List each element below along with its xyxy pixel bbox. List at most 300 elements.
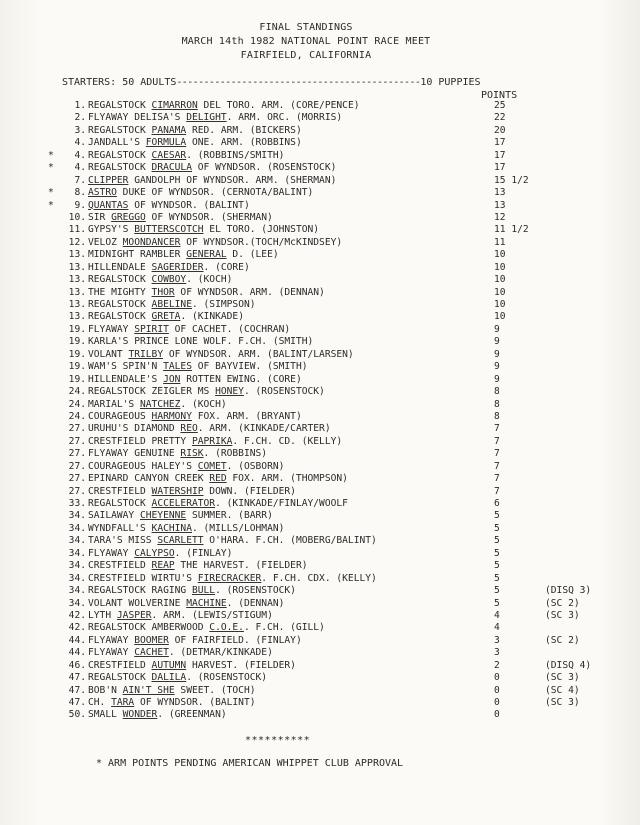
- dog-name-prefix: VELOZ: [88, 236, 123, 248]
- dog-entry: [88, 324, 290, 335]
- dog-call-name: BOOMER: [134, 634, 169, 646]
- points-value: 8: [494, 398, 500, 410]
- dog-call-name: PANAMA: [151, 124, 187, 136]
- standing-row: [40, 112, 630, 124]
- standing-row: [40, 361, 630, 373]
- placement: 19.: [68, 361, 86, 373]
- standing-row: [40, 212, 630, 224]
- document-subtitle: MARCH 14th 1982 NATIONAL POINT RACE MEET: [181, 36, 431, 47]
- points-value: 0: [494, 672, 500, 684]
- dog-entry: [88, 498, 348, 509]
- placement: 47.: [68, 672, 86, 684]
- dog-call-name: KACHINA: [151, 522, 192, 534]
- status-note: (DISQ 4): [545, 659, 592, 671]
- placement: 33.: [68, 498, 86, 509]
- dog-name-suffix: FOX. ARM. (THOMPSON): [226, 473, 348, 485]
- dog-name-suffix: O'HARA. F.CH. (MOBERG/BALINT): [203, 535, 377, 547]
- arm-points-marker: *: [48, 199, 54, 211]
- dog-call-name: MACHINE: [186, 597, 227, 609]
- standing-row: [40, 585, 630, 597]
- points-value: 5: [494, 585, 500, 597]
- dog-name-suffix: . ARM. (KINKADE/CARTER): [197, 423, 331, 435]
- dog-call-name: ASTRO: [88, 187, 117, 199]
- arm-points-marker: *: [48, 149, 54, 161]
- dog-name-prefix: BOB'N: [88, 684, 123, 696]
- dog-entry: [88, 610, 273, 621]
- standing-row: [40, 386, 630, 398]
- dog-call-name: CALYPSO: [134, 547, 175, 559]
- standing-row: [40, 510, 630, 522]
- standing-row: [40, 299, 630, 311]
- points-value: 0: [494, 684, 500, 696]
- dog-name-prefix: REGALSTOCK RAGING: [88, 585, 192, 597]
- status-note: (SC 4): [545, 684, 580, 696]
- dog-name-prefix: CRESTFIELD PRETTY: [88, 435, 192, 447]
- standing-row: [40, 448, 630, 460]
- dog-entry: [88, 274, 232, 285]
- dog-call-name: COMET: [197, 460, 227, 472]
- separator-stars: **********: [245, 735, 311, 746]
- dog-name-prefix: REGALSTOCK: [88, 498, 152, 509]
- dog-entry: [88, 685, 256, 696]
- standing-row: [40, 175, 630, 187]
- dog-name-suffix: . ARM. (LEWIS/STIGUM): [151, 609, 273, 621]
- dog-call-name: NATCHEZ: [139, 398, 181, 410]
- points-value: 10: [494, 274, 506, 286]
- dog-name-suffix: EL TORO. (JOHNSTON): [203, 224, 320, 236]
- dog-name-suffix: OF BAYVIEW. (SMITH): [191, 361, 308, 373]
- points-value: 0: [494, 697, 500, 708]
- dog-call-name: C.O.E.: [209, 622, 244, 634]
- placement: 13.: [68, 249, 86, 261]
- placement: 13.: [68, 261, 86, 273]
- dog-name-suffix: . (ROBBINS/SMITH): [186, 149, 285, 161]
- points-value: 8: [494, 386, 500, 398]
- dog-name-suffix: DEL TORO. ARM. (CORE/PENCE): [197, 100, 360, 111]
- dog-name-prefix: URUHU'S DIAMOND: [88, 423, 181, 435]
- starters-puppies: 10 PUPPIES: [420, 77, 481, 88]
- points-value: 5: [494, 597, 500, 609]
- points-value: 5: [494, 535, 500, 547]
- placement: 10.: [68, 211, 86, 223]
- placement: 9.: [74, 199, 86, 211]
- dog-name-prefix: REGALSTOCK: [88, 274, 152, 286]
- dog-entry: [88, 212, 273, 223]
- dog-name-prefix: THE MIGHTY: [88, 286, 152, 298]
- standing-row: [40, 697, 630, 709]
- placement: 27.: [68, 423, 86, 435]
- placement: 19.: [68, 348, 86, 360]
- dog-name-suffix: . (ROSENSTOCK): [243, 386, 325, 398]
- standing-row: [40, 473, 630, 485]
- dog-name-prefix: FLYAWAY GENUINE: [88, 448, 181, 460]
- dog-name-prefix: REGALSTOCK: [88, 311, 152, 323]
- points-value: 11: [494, 236, 506, 248]
- placement: 24.: [68, 398, 86, 410]
- placement: 24.: [68, 410, 86, 422]
- dog-name-prefix: JANDALL'S: [88, 137, 146, 149]
- dog-name-prefix: SIR: [88, 211, 112, 223]
- dog-name-prefix: REGALSTOCK: [88, 149, 152, 161]
- placement: 1.: [74, 100, 86, 111]
- points-value: 22: [494, 112, 506, 124]
- points-value: 5: [494, 572, 500, 584]
- status-note: (SC 3): [545, 697, 580, 708]
- dog-entry: [88, 448, 267, 459]
- dog-call-name: TRILBY: [128, 348, 164, 360]
- standing-row: [40, 187, 630, 199]
- standing-row: [40, 672, 630, 684]
- dog-entry: [88, 100, 360, 111]
- placement: 47.: [68, 697, 86, 708]
- standing-row: [40, 336, 630, 348]
- dog-call-name: THOR: [151, 286, 175, 298]
- dog-entry: [88, 573, 377, 584]
- dog-name-suffix: FOX. ARM. (BRYANT): [191, 410, 302, 422]
- dog-call-name: PAPRIKA: [191, 435, 233, 447]
- points-value: 6: [494, 498, 500, 509]
- dog-name-suffix: RED. ARM. (BICKERS): [186, 124, 302, 136]
- points-value: 13: [494, 187, 506, 199]
- dog-entry: [88, 162, 336, 173]
- placement: 13.: [68, 274, 86, 286]
- dog-name-suffix: . (KINKADE/FINLAY/WOOLF: [215, 498, 348, 509]
- dog-name-prefix: REGALSTOCK: [88, 672, 152, 684]
- dog-name-suffix: GANDOLPH OF WYNDSOR. ARM. (SHERMAN): [128, 174, 337, 186]
- placement: 34.: [68, 522, 86, 534]
- placement: 7.: [74, 174, 86, 186]
- dog-name-suffix: DOWN. (FIELDER): [203, 485, 296, 497]
- standing-row: [40, 311, 630, 323]
- dog-call-name: MOONDANCER: [122, 236, 181, 248]
- dog-call-name: DALILA: [151, 672, 187, 684]
- placement: 24.: [68, 386, 86, 398]
- standing-row: [40, 137, 630, 149]
- points-value: 7: [494, 448, 500, 460]
- standing-row: [40, 535, 630, 547]
- dog-call-name: JASPER: [116, 609, 152, 621]
- dog-name-prefix: REGALSTOCK AMBERWOOD: [88, 622, 210, 634]
- dog-name-prefix: MIDNIGHT RAMBLER: [88, 249, 187, 261]
- standing-row: [40, 598, 630, 610]
- points-value: 10: [494, 261, 506, 273]
- placement: 34.: [68, 510, 86, 522]
- dog-name-suffix: OF WYNDSOR. ARM. (DENNAN): [174, 286, 325, 298]
- dog-name-prefix: COURAGEOUS: [88, 410, 152, 422]
- points-value: 9: [494, 373, 500, 385]
- dog-entry: [88, 585, 296, 596]
- dog-name-suffix: . F.CH. (GILL): [243, 622, 325, 634]
- dog-name-suffix: . (FINLAY): [174, 547, 233, 559]
- points-value: 13: [494, 199, 506, 211]
- standing-row: [40, 436, 630, 448]
- dog-name-prefix: REGALSTOCK: [88, 299, 152, 310]
- dog-entry: [88, 436, 342, 447]
- standing-row: [40, 685, 630, 697]
- dog-entry: [88, 112, 342, 123]
- dog-entry: [88, 175, 336, 186]
- placement: 4.: [74, 137, 86, 149]
- dog-name-prefix: SMALL: [88, 709, 123, 721]
- dog-entry: [88, 548, 232, 559]
- dog-name-prefix: COURAGEOUS HALEY'S: [88, 460, 198, 472]
- dog-name-suffix: OF FAIRFIELD. (FINLAY): [168, 634, 302, 646]
- placement: 27.: [68, 435, 86, 447]
- dog-name-prefix: HILLENDALE'S: [88, 373, 164, 385]
- dog-name-prefix: REGALSTOCK: [88, 162, 152, 174]
- standing-row: [40, 100, 630, 112]
- arm-points-marker: *: [48, 187, 54, 199]
- points-value: 5: [494, 510, 500, 522]
- points-column-header: POINTS: [481, 90, 518, 101]
- placement: 34.: [68, 535, 86, 547]
- points-value: 9: [494, 336, 500, 348]
- standing-row: [40, 498, 630, 510]
- standing-row: [40, 560, 630, 572]
- dog-call-name: RED: [209, 473, 227, 485]
- points-value: 7: [494, 485, 500, 497]
- dog-entry: [88, 137, 302, 148]
- standing-row: [40, 399, 630, 411]
- dog-entry: [88, 237, 342, 248]
- dog-name-suffix: HARVEST. (FIELDER): [186, 659, 296, 671]
- dog-entry: [88, 486, 296, 497]
- dog-entry: [88, 709, 227, 720]
- dog-name-suffix: . (DENNAN): [226, 597, 285, 609]
- standing-row: [40, 610, 630, 622]
- dog-name-prefix: FLYAWAY: [88, 547, 135, 559]
- dog-name-prefix: REGALSTOCK: [88, 100, 152, 111]
- standing-row: [40, 622, 630, 634]
- dog-name-suffix: OF WYNDSOR.(TOCH/McKINDSEY): [180, 236, 343, 248]
- points-value: 12: [494, 211, 506, 223]
- starters-adults: STARTERS: 50 ADULTS: [62, 77, 177, 88]
- dog-name-suffix: . (SIMPSON): [191, 299, 256, 310]
- starters-dashes: ---------------------------------------------: [176, 77, 421, 88]
- dog-call-name: ACCELERATOR: [151, 498, 216, 509]
- dog-name-suffix: SUMMER. (BARR): [186, 510, 273, 522]
- standing-row: [40, 150, 630, 162]
- placement: 12.: [68, 236, 86, 248]
- dog-name-prefix: FLYAWAY: [88, 323, 135, 335]
- dog-name-prefix: SAILAWAY: [88, 510, 140, 522]
- dog-name-suffix: . (ROBBINS): [203, 448, 268, 460]
- dog-call-name: TARA: [111, 697, 135, 708]
- dog-entry: [88, 349, 354, 360]
- points-value: 5: [494, 522, 500, 534]
- points-value: 0: [494, 709, 500, 721]
- dog-name-suffix: . (KOCH): [180, 398, 227, 410]
- dog-entry: [88, 399, 227, 410]
- dog-name-prefix: REGALSTOCK: [88, 124, 152, 136]
- dog-entry: [88, 523, 284, 534]
- dog-name-prefix: TARA'S MISS: [88, 535, 158, 547]
- placement: 34.: [68, 547, 86, 559]
- points-value: 25: [494, 100, 506, 111]
- placement: 27.: [68, 485, 86, 497]
- dog-call-name: SCARLETT: [157, 535, 204, 547]
- placement: 34.: [68, 597, 86, 609]
- dog-entry: [88, 336, 313, 347]
- dog-name-prefix: CRESTFIELD WIRTU'S: [88, 572, 198, 584]
- status-note: (SC 2): [545, 634, 580, 646]
- placement: 8.: [74, 187, 86, 199]
- dog-entry: [88, 647, 273, 658]
- dog-call-name: GREGGO: [111, 211, 146, 223]
- dog-entry: [88, 560, 308, 571]
- placement: 11.: [68, 224, 86, 236]
- standing-row: [40, 486, 630, 498]
- placement: 27.: [68, 460, 86, 472]
- standing-row: [40, 523, 630, 535]
- placement: 42.: [68, 622, 86, 634]
- dog-name-suffix: OF WYNDSOR. (SHERMAN): [145, 211, 273, 223]
- points-value: 3: [494, 647, 500, 659]
- dog-entry: [88, 510, 273, 521]
- placement: 13.: [68, 286, 86, 298]
- standing-row: [40, 200, 630, 212]
- placement: 34.: [68, 560, 86, 572]
- dog-name-prefix: FLYAWAY: [88, 647, 135, 659]
- dog-name-prefix: MARIAL'S: [88, 398, 140, 410]
- dog-call-name: WONDER: [122, 709, 158, 721]
- dog-name-prefix: REGALSTOCK ZEIGLER MS: [88, 386, 216, 398]
- placement: 13.: [68, 311, 86, 323]
- document-location: FAIRFIELD, CALIFORNIA: [240, 50, 372, 61]
- dog-entry: [88, 311, 244, 322]
- placement: 19.: [68, 373, 86, 385]
- dog-call-name: HONEY: [215, 386, 244, 398]
- points-value: 4: [494, 609, 500, 621]
- dog-call-name: FIRECRACKER: [197, 572, 262, 584]
- points-value: 17: [494, 149, 506, 161]
- dog-name-suffix: OF WYNDSOR. (BALINT): [134, 697, 256, 708]
- standing-row: [40, 647, 630, 659]
- dog-entry: [88, 224, 319, 235]
- points-value: 17: [494, 137, 506, 149]
- dog-call-name: CLIPPER: [88, 174, 129, 186]
- dog-name-prefix: EPINARD CANYON CREEK: [88, 473, 210, 485]
- standing-row: [40, 349, 630, 361]
- dog-name-prefix: GYPSY'S: [88, 224, 135, 236]
- dog-call-name: AIN'T SHE: [122, 684, 175, 696]
- placement: 44.: [68, 647, 86, 659]
- standing-row: [40, 548, 630, 560]
- standing-row: [40, 274, 630, 286]
- points-value: 2: [494, 659, 500, 671]
- arm-points-marker: *: [48, 162, 54, 174]
- points-value: 10: [494, 299, 506, 310]
- standing-row: [40, 324, 630, 336]
- dog-entry: [88, 150, 284, 161]
- points-value: 7: [494, 473, 500, 485]
- dog-call-name: WATERSHIP: [151, 485, 204, 497]
- placement: 4.: [74, 149, 86, 161]
- dog-name-suffix: . ARM. ORC. (MORRIS): [226, 112, 343, 124]
- placement: 44.: [68, 634, 86, 646]
- standing-row: [40, 224, 630, 236]
- dog-entry: [88, 535, 377, 546]
- points-value: 9: [494, 348, 500, 360]
- dog-call-name: BULL: [191, 585, 216, 597]
- standing-row: [40, 249, 630, 261]
- points-value: 7: [494, 435, 500, 447]
- dog-entry: [88, 125, 302, 136]
- points-value: 7: [494, 460, 500, 472]
- dog-entry: [88, 473, 348, 484]
- dog-name-prefix: HILLENDALE: [88, 261, 152, 273]
- dog-call-name: DRACULA: [151, 162, 192, 174]
- dog-call-name: COWBOY: [151, 274, 187, 286]
- standing-row: [40, 635, 630, 647]
- placement: 27.: [68, 448, 86, 460]
- placement: 19.: [68, 336, 86, 348]
- points-value: 7: [494, 423, 500, 435]
- dog-entry: [88, 200, 250, 211]
- dog-call-name: JON: [163, 373, 181, 385]
- dog-entry: [88, 635, 302, 646]
- dog-entry: [88, 423, 331, 434]
- footnote: * ARM POINTS PENDING AMERICAN WHIPPET CLUB APPROVAL: [96, 758, 404, 769]
- standing-row: [40, 237, 630, 249]
- dog-call-name: SPIRIT: [134, 323, 169, 335]
- dog-name-prefix: FLYAWAY: [88, 634, 135, 646]
- dog-name-suffix: . (MILLS/LOHMAN): [191, 522, 285, 534]
- dog-name-suffix: OF CACHET. (COCHRAN): [168, 323, 291, 335]
- dog-call-name: BUTTERSCOTCH: [134, 224, 204, 236]
- dog-call-name: FORMULA: [145, 137, 187, 149]
- dog-name-prefix: VOLANT WOLVERINE: [88, 597, 187, 609]
- points-value: 8: [494, 410, 500, 422]
- points-value: 5: [494, 560, 500, 572]
- points-value: 5: [494, 547, 500, 559]
- points-value: 10: [494, 286, 506, 298]
- standing-row: [40, 374, 630, 386]
- dog-name-suffix: OF WYNDSOR. (ROSENSTOCK): [191, 162, 337, 174]
- standing-row: [40, 162, 630, 174]
- dog-name-suffix: . (ROSENSTOCK): [215, 585, 296, 597]
- standing-row: [40, 411, 630, 423]
- dog-call-name: CIMARRON: [151, 100, 198, 111]
- document-title: FINAL STANDINGS: [259, 22, 353, 33]
- dog-call-name: HARMONY: [151, 410, 192, 422]
- standings-list: [40, 100, 630, 722]
- dog-name-prefix: CH.: [88, 697, 112, 708]
- dog-call-name: CHEYENNE: [139, 510, 187, 522]
- dog-name-suffix: . (OSBORN): [226, 460, 285, 472]
- dog-entry: [88, 299, 256, 310]
- dog-name-prefix: CRESTFIELD: [88, 560, 152, 572]
- dog-name-suffix: THE HARVEST. (FIELDER): [174, 560, 308, 572]
- dog-name-prefix: WYNDFALL'S: [88, 522, 152, 534]
- placement: 4.: [74, 162, 86, 174]
- points-value: 15 1/2: [494, 174, 529, 186]
- dog-name-suffix: . F.CH. CDX. (KELLY): [261, 572, 377, 584]
- dog-call-name: GRETA: [151, 311, 181, 323]
- dog-entry: [88, 374, 302, 385]
- dog-name-suffix: ONE. ARM. (ROBBINS): [186, 137, 302, 149]
- dog-entry: [88, 697, 256, 708]
- placement: 13.: [68, 299, 86, 310]
- dog-name-prefix: WAM'S SPIN'N: [88, 361, 164, 373]
- dog-name-suffix: . (GREENMAN): [157, 709, 227, 721]
- dog-name-prefix: KARLA'S PRINCE LONE WOLF. F.CH. (SMITH): [88, 336, 314, 348]
- dog-call-name: CACHET: [134, 647, 169, 659]
- dog-name-suffix: D. (LEE): [226, 249, 279, 261]
- standing-row: [40, 287, 630, 299]
- dog-call-name: CAESAR: [151, 149, 187, 161]
- status-note: (SC 3): [545, 609, 580, 621]
